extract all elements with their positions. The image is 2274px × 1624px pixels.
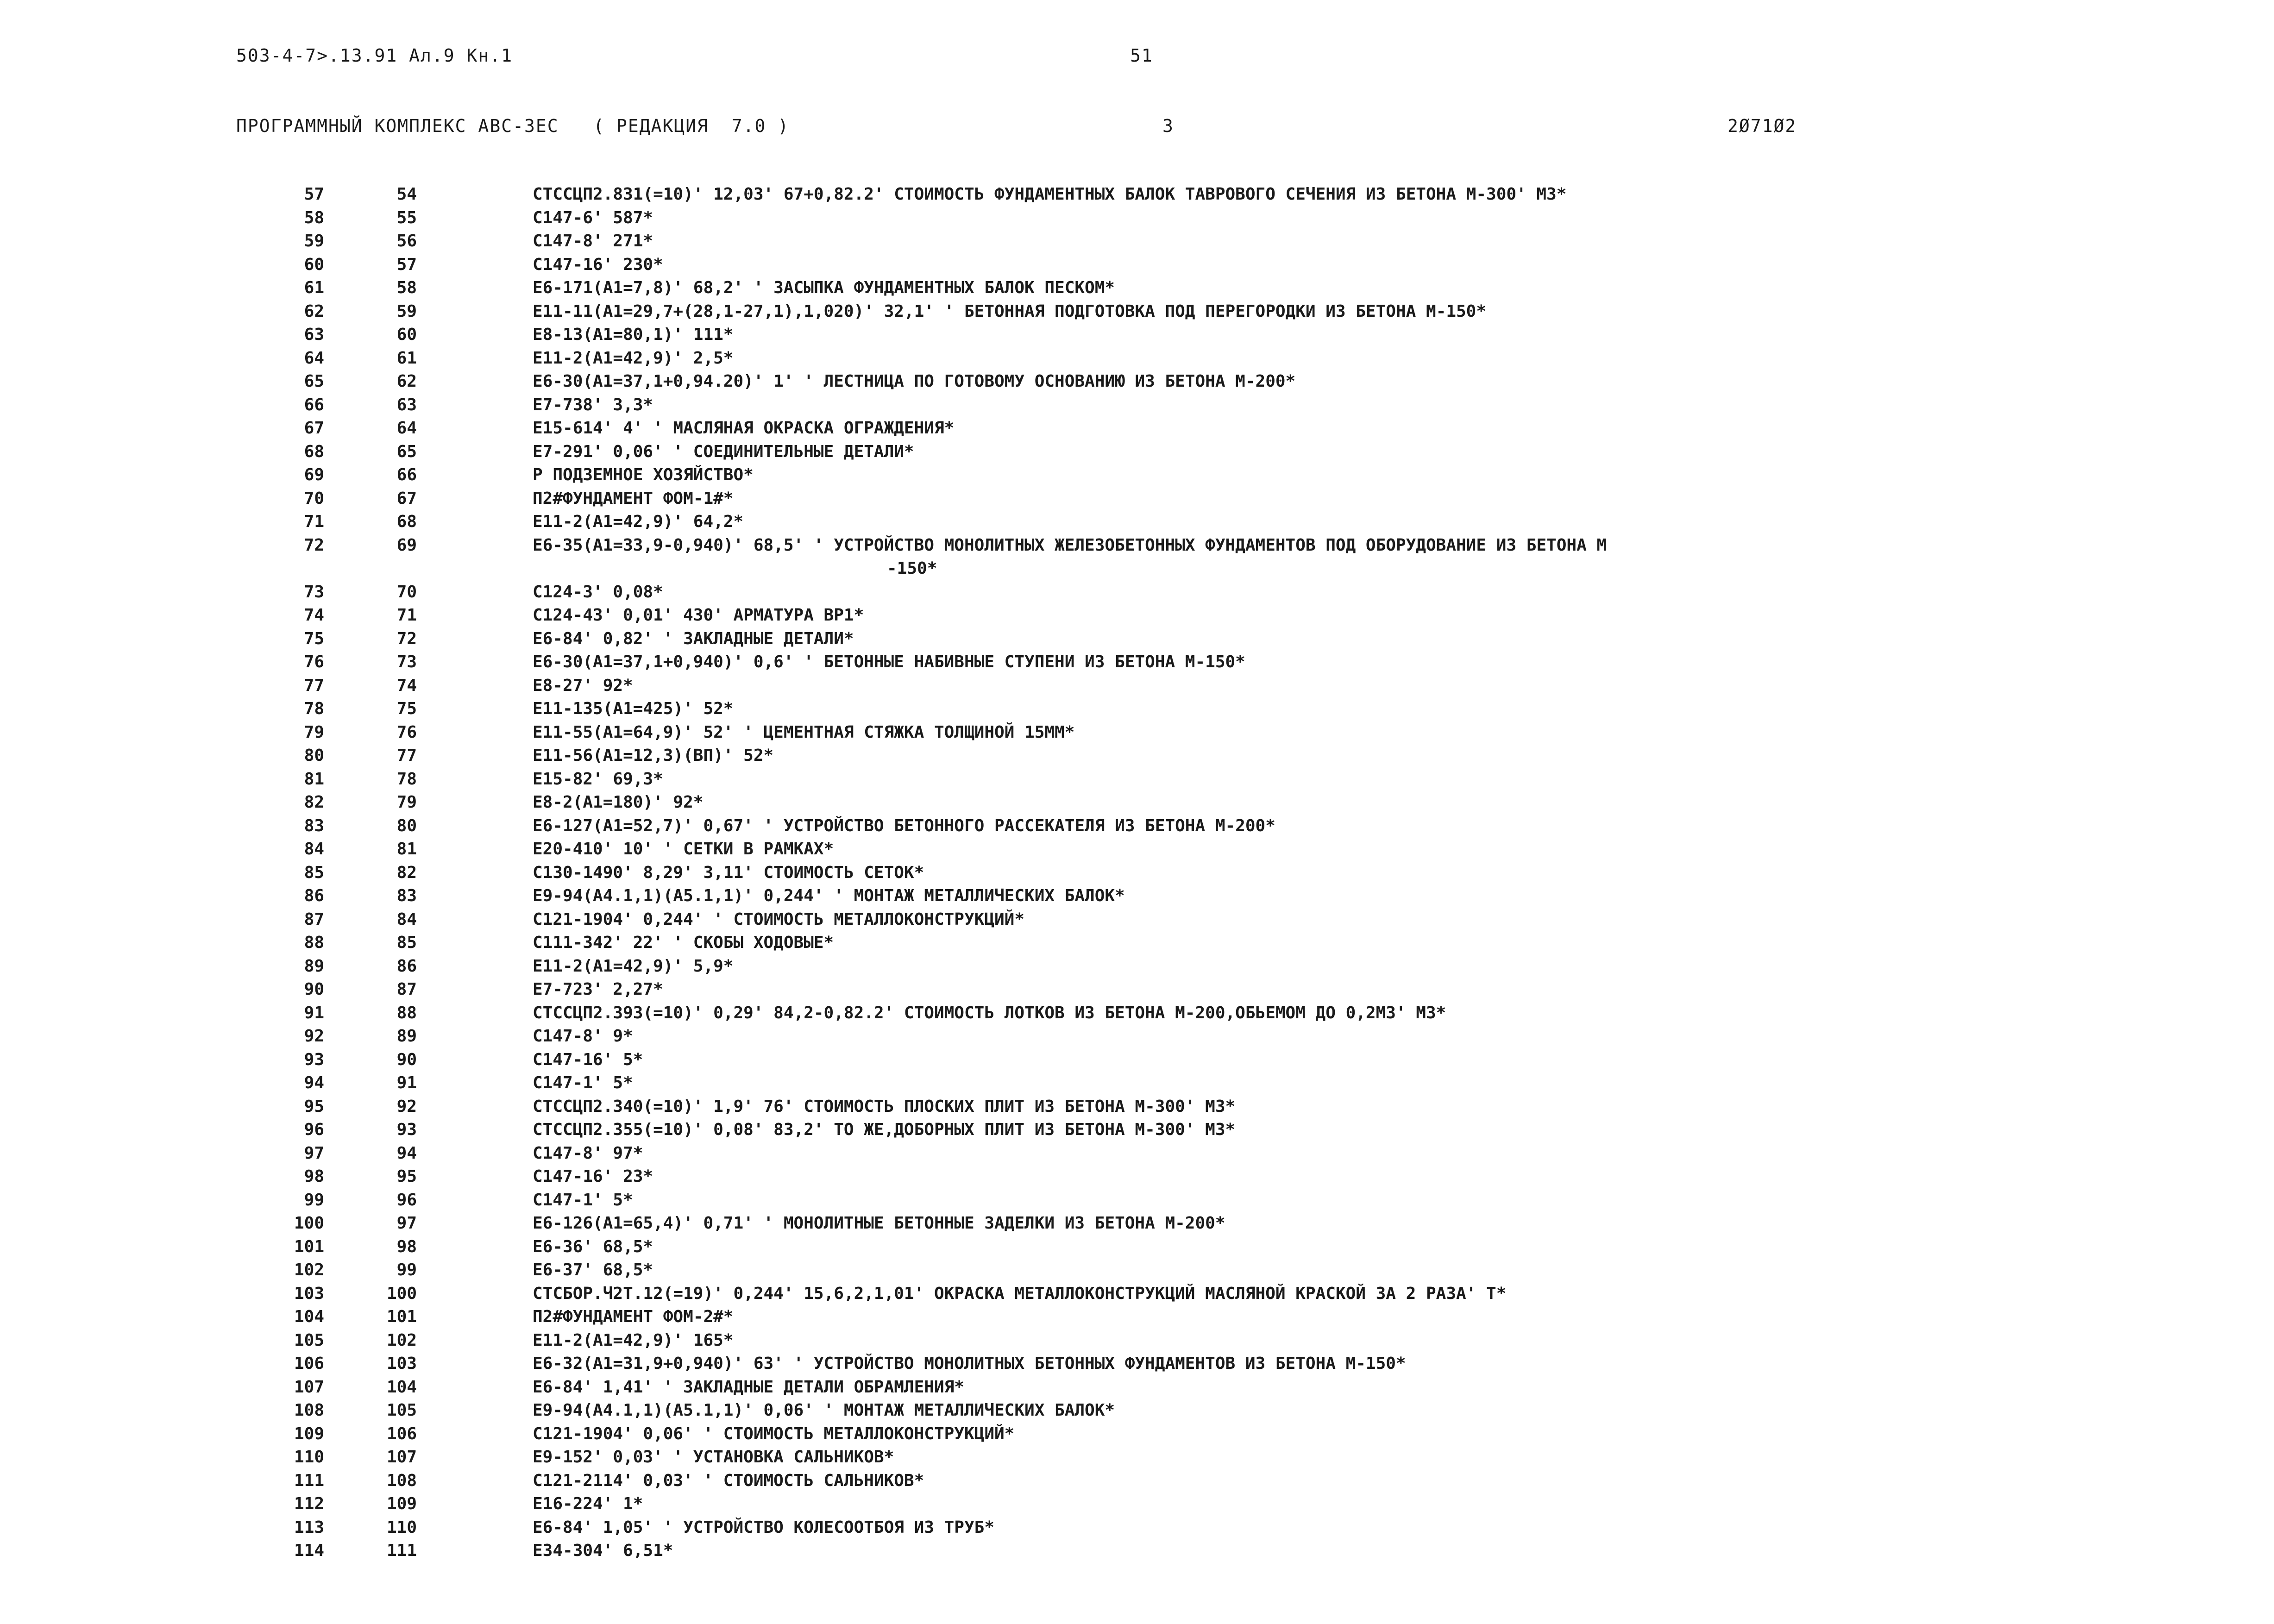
line-number: 91: [304, 1003, 324, 1022]
listing-row: [241, 323, 2186, 347]
listing-row-continuation: [241, 557, 2186, 581]
statement-text: Е15-82' 69,3*: [533, 769, 663, 789]
statement-number: 63: [396, 395, 417, 414]
line-number: 98: [304, 1167, 324, 1186]
statement-text: СТССЦП2.393(=10)' 0,29' 84,2-0,82.2' СТОИМОСТЬ ЛОТКОВ ИЗ БЕТОНА М-200,ОБЬЕМОМ ДО 0,2М3' М3*: [533, 1003, 1446, 1022]
listing-row: [241, 534, 2186, 558]
statement-number: 55: [396, 208, 417, 227]
listing-row: [241, 674, 2186, 698]
statement-text-continuation: -150*: [887, 559, 937, 578]
line-number: 66: [304, 395, 324, 414]
line-number: 99: [304, 1190, 324, 1210]
line-number: 87: [304, 909, 324, 929]
line-number: 95: [304, 1097, 324, 1116]
listing-row: [241, 1118, 2186, 1142]
statement-text: Е9-94(А4.1,1)(А5.1,1)' 0,06' ' МОНТАЖ МЕТАЛЛИЧЕСКИХ БАЛОК*: [533, 1401, 1115, 1420]
statement-number: 96: [396, 1190, 417, 1210]
listing-row: [241, 1352, 2186, 1376]
statement-text: Е6-84' 1,05' ' УСТРОЙСТВО КОЛЕСООТБОЯ ИЗ ТРУБ*: [533, 1517, 994, 1537]
statement-text: Е6-126(А1=65,4)' 0,71' ' МОНОЛИТНЫЕ БЕТОННЫЕ ЗАДЕЛКИ ИЗ БЕТОНА М-200*: [533, 1214, 1225, 1233]
sheet-number: 3: [1162, 116, 1174, 136]
statement-number: 90: [396, 1050, 417, 1069]
statement-number: 74: [396, 676, 417, 695]
statement-number: 67: [396, 489, 417, 508]
statement-text: Е11-2(А1=42,9)' 5,9*: [533, 956, 734, 976]
statement-text: С121-1904' 0,244' ' СТОИМОСТЬ МЕТАЛЛОКОНСТРУКЦИЙ*: [533, 909, 1025, 929]
statement-text: СТСБОР.Ч2Т.12(=19)' 0,244' 15,6,2,1,01' ОКРАСКА МЕТАЛЛОКОНСТРУКЦИЙ МАСЛЯНОЙ КРАСКОЙ ЗА 2 РАЗА' Т*: [533, 1284, 1507, 1303]
line-number: 102: [294, 1260, 324, 1279]
line-number: 108: [294, 1401, 324, 1420]
line-number: 114: [294, 1541, 324, 1560]
statement-text: Е6-84' 1,41' ' ЗАКЛАДНЫЕ ДЕТАЛИ ОБРАМЛЕНИЯ*: [533, 1377, 964, 1397]
statement-number: 70: [396, 582, 417, 602]
line-number: 78: [304, 699, 324, 718]
statement-number: 78: [396, 769, 417, 789]
statement-number: 75: [396, 699, 417, 718]
listing-row: [241, 1002, 2186, 1025]
statement-text: С121-2114' 0,03' ' СТОИМОСТЬ САЛЬНИКОВ*: [533, 1471, 924, 1490]
statement-text: С147-1' 5*: [533, 1190, 633, 1210]
listing-row: [241, 1516, 2186, 1540]
line-number: 61: [304, 278, 324, 297]
statement-listing: [241, 183, 2186, 1563]
statement-number: 95: [396, 1167, 417, 1186]
line-number: 72: [304, 535, 324, 555]
statement-text: С147-16' 5*: [533, 1050, 643, 1069]
document-id: 2Ø71Ø2: [1727, 116, 1797, 136]
program-title: ПРОГРАММНЫЙ КОМПЛЕКС АВС-3ЕС ( РЕДАКЦИЯ 7.0 ): [236, 116, 790, 136]
listing-row: [241, 1048, 2186, 1072]
statement-text: Е6-30(А1=37,1+0,940)' 0,6' ' БЕТОННЫЕ НАБИВНЫЕ СТУПЕНИ ИЗ БЕТОНА М-150*: [533, 652, 1245, 671]
statement-text: Е6-171(А1=7,8)' 68,2' ' ЗАСЫПКА ФУНДАМЕНТНЫХ БАЛОК ПЕСКОМ*: [533, 278, 1115, 297]
statement-number: 64: [396, 419, 417, 438]
line-number: 70: [304, 489, 324, 508]
statement-text: Е11-56(А1=12,3)(ВП)' 52*: [533, 746, 774, 765]
listing-row: [241, 815, 2186, 838]
statement-number: 89: [396, 1027, 417, 1046]
statement-text: Е7-723' 2,27*: [533, 980, 663, 999]
line-number: 75: [304, 629, 324, 648]
statement-text: Е11-2(А1=42,9)' 165*: [533, 1330, 734, 1350]
listing-row: [241, 884, 2186, 908]
line-number: 112: [294, 1494, 324, 1513]
line-number: 86: [304, 886, 324, 905]
statement-text: Е6-30(А1=37,1+0,94.20)' 1' ' ЛЕСТНИЦА ПО ГОТОВОМУ ОСНОВАНИЮ ИЗ БЕТОНА М-200*: [533, 372, 1296, 391]
statement-text: СТССЦП2.340(=10)' 1,9' 76' СТОИМОСТЬ ПЛОСКИХ ПЛИТ ИЗ БЕТОНА М-300' М3*: [533, 1097, 1236, 1116]
statement-text: Е9-94(А4.1,1)(А5.1,1)' 0,244' ' МОНТАЖ МЕТАЛЛИЧЕСКИХ БАЛОК*: [533, 886, 1125, 905]
line-number: 107: [294, 1377, 324, 1397]
listing-row: [241, 1376, 2186, 1399]
statement-text: Е7-291' 0,06' ' СОЕДИНИТЕЛЬНЫЕ ДЕТАЛИ*: [533, 442, 914, 461]
listing-row: [241, 394, 2186, 417]
listing-row: [241, 370, 2186, 394]
statement-text: СТССЦП2.355(=10)' 0,08' 83,2' ТО ЖЕ,ДОБОРНЫХ ПЛИТ ИЗ БЕТОНА М-300' М3*: [533, 1120, 1236, 1139]
line-number: 113: [294, 1517, 324, 1537]
line-number: 67: [304, 419, 324, 438]
statement-number: 103: [386, 1354, 417, 1373]
statement-text: Е34-304' 6,51*: [533, 1541, 673, 1560]
statement-number: 61: [396, 348, 417, 368]
listing-row: [241, 230, 2186, 253]
listing-row: [241, 276, 2186, 300]
statement-text: Р ПОДЗЕМНОЕ ХОЗЯЙСТВО*: [533, 465, 754, 484]
statement-number: 81: [396, 840, 417, 859]
statement-number: 66: [396, 465, 417, 484]
statement-number: 98: [396, 1237, 417, 1256]
statement-number: 72: [396, 629, 417, 648]
listing-row: [241, 1165, 2186, 1189]
statement-number: 77: [396, 746, 417, 765]
line-number: 83: [304, 816, 324, 835]
statement-number: 100: [386, 1284, 417, 1303]
line-number: 103: [294, 1284, 324, 1303]
statement-text: Е9-152' 0,03' ' УСТАНОВКА САЛЬНИКОВ*: [533, 1448, 894, 1467]
listing-row: [241, 1539, 2186, 1563]
line-number: 100: [294, 1214, 324, 1233]
statement-text: С147-1' 5*: [533, 1073, 633, 1092]
listing-row: [241, 1399, 2186, 1423]
listing-row: [241, 931, 2186, 955]
statement-number: 57: [396, 255, 417, 274]
line-number: 92: [304, 1027, 324, 1046]
listing-row: [241, 791, 2186, 815]
line-number: 94: [304, 1073, 324, 1092]
listing-row: [241, 1095, 2186, 1119]
listing-row: [241, 464, 2186, 487]
statement-text: С147-16' 23*: [533, 1167, 653, 1186]
statement-number: 60: [396, 325, 417, 344]
statement-number: 99: [396, 1260, 417, 1279]
listing-row: [241, 1423, 2186, 1446]
line-number: 64: [304, 348, 324, 368]
statement-number: 84: [396, 909, 417, 929]
statement-number: 73: [396, 652, 417, 671]
listing-row: [241, 1446, 2186, 1469]
statement-text: С147-8' 271*: [533, 232, 653, 251]
line-number: 63: [304, 325, 324, 344]
statement-text: Е16-224' 1*: [533, 1494, 643, 1513]
statement-number: 71: [396, 606, 417, 625]
statement-number: 79: [396, 793, 417, 812]
statement-text: Е6-35(А1=33,9-0,940)' 68,5' ' УСТРОЙСТВО МОНОЛИТНЫХ ЖЕЛЕЗОБЕТОННЫХ ФУНДАМЕНТОВ ПОД ОБОРУДОВАНИЕ ИЗ БЕТОНА М: [533, 535, 1607, 555]
listing-row: [241, 651, 2186, 674]
listing-row: [241, 347, 2186, 370]
doc-code: 503-4-7>.13.91 Ал.9 Кн.1: [236, 45, 513, 66]
statement-number: 111: [386, 1541, 417, 1560]
listing-row: [241, 721, 2186, 745]
listing-row: [241, 697, 2186, 721]
line-number: 69: [304, 465, 324, 484]
line-number: 110: [294, 1448, 324, 1467]
statement-text: Е6-37' 68,5*: [533, 1260, 653, 1279]
line-number: 76: [304, 652, 324, 671]
statement-text: Е6-127(А1=52,7)' 0,67' ' УСТРОЙСТВО БЕТОННОГО РАССЕКАТЕЛЯ ИЗ БЕТОНА М-200*: [533, 816, 1275, 835]
statement-number: 94: [396, 1143, 417, 1163]
line-number: 111: [294, 1471, 324, 1490]
statement-text: С147-8' 9*: [533, 1027, 633, 1046]
statement-text: Е6-36' 68,5*: [533, 1237, 653, 1256]
statement-text: Е11-11(А1=29,7+(28,1-27,1),1,020)' 32,1' ' БЕТОННАЯ ПОДГОТОВКА ПОД ПЕРЕГОРОДКИ ИЗ БЕТОНА М-150*: [533, 301, 1487, 321]
listing-row: [241, 440, 2186, 464]
listing-row: [241, 1235, 2186, 1259]
listing-row: [241, 1072, 2186, 1095]
line-number: 80: [304, 746, 324, 765]
statement-number: 97: [396, 1214, 417, 1233]
statement-number: 105: [386, 1401, 417, 1420]
listing-row: [241, 1025, 2186, 1048]
statement-text: С147-6' 587*: [533, 208, 653, 227]
statement-number: 54: [396, 185, 417, 204]
line-number: 90: [304, 980, 324, 999]
line-number: 85: [304, 863, 324, 882]
line-number: 57: [304, 185, 324, 204]
statement-text: С111-342' 22' ' СКОБЫ ХОДОВЫЕ*: [533, 933, 834, 952]
statement-text: С130-1490' 8,29' 3,11' СТОИМОСТЬ СЕТОК*: [533, 863, 924, 882]
listing-row: [241, 1189, 2186, 1212]
statement-number: 86: [396, 956, 417, 976]
line-number: 59: [304, 232, 324, 251]
statement-text: Е15-614' 4' ' МАСЛЯНАЯ ОКРАСКА ОГРАЖДЕНИЯ*: [533, 419, 955, 438]
statement-number: 59: [396, 301, 417, 321]
statement-number: 87: [396, 980, 417, 999]
listing-row: [241, 955, 2186, 978]
statement-number: 65: [396, 442, 417, 461]
statement-number: 88: [396, 1003, 417, 1022]
statement-number: 108: [386, 1471, 417, 1490]
statement-text: Е7-738' 3,3*: [533, 395, 653, 414]
line-number: 74: [304, 606, 324, 625]
statement-text: С124-43' 0,01' 430' АРМАТУРА ВР1*: [533, 606, 864, 625]
statement-number: 83: [396, 886, 417, 905]
statement-number: 109: [386, 1494, 417, 1513]
listing-row: [241, 487, 2186, 511]
statement-number: 82: [396, 863, 417, 882]
listing-row: [241, 1492, 2186, 1516]
line-number: 68: [304, 442, 324, 461]
statement-number: 102: [386, 1330, 417, 1350]
statement-number: 106: [386, 1424, 417, 1443]
listing-row: [241, 768, 2186, 791]
statement-text: П2#ФУНДАМЕНТ ФОМ-1#*: [533, 489, 734, 508]
statement-text: СТССЦП2.831(=10)' 12,03' 67+0,82.2' СТОИМОСТЬ ФУНДАМЕНТНЫХ БАЛОК ТАВРОВОГО СЕЧЕНИЯ ИЗ БЕТОНА М-300' М3*: [533, 185, 1567, 204]
line-number: 71: [304, 512, 324, 531]
line-number: 77: [304, 676, 324, 695]
listing-row: [241, 838, 2186, 861]
page-number: 51: [1130, 45, 1153, 66]
listing-row: [241, 510, 2186, 534]
listing-row: [241, 1259, 2186, 1282]
listing-row: [241, 1142, 2186, 1166]
line-number: 58: [304, 208, 324, 227]
statement-text: Е11-2(А1=42,9)' 64,2*: [533, 512, 744, 531]
statement-number: 68: [396, 512, 417, 531]
line-number: 93: [304, 1050, 324, 1069]
statement-text: Е11-135(А1=425)' 52*: [533, 699, 734, 718]
line-number: 88: [304, 933, 324, 952]
statement-text: С124-3' 0,08*: [533, 582, 663, 602]
statement-text: Е6-84' 0,82' ' ЗАКЛАДНЫЕ ДЕТАЛИ*: [533, 629, 854, 648]
statement-number: 101: [386, 1307, 417, 1326]
line-number: 82: [304, 793, 324, 812]
line-number: 89: [304, 956, 324, 976]
statement-number: 85: [396, 933, 417, 952]
listing-row: [241, 978, 2186, 1002]
line-number: 106: [294, 1354, 324, 1373]
statement-number: 107: [386, 1448, 417, 1467]
listing-row: [241, 1212, 2186, 1235]
statement-text: Е8-27' 92*: [533, 676, 633, 695]
listing-row: [241, 300, 2186, 324]
statement-text: С121-1904' 0,06' ' СТОИМОСТЬ МЕТАЛЛОКОНСТРУКЦИЙ*: [533, 1424, 1015, 1443]
statement-text: Е6-32(А1=31,9+0,940)' 63' ' УСТРОЙСТВО МОНОЛИТНЫХ БЕТОННЫХ ФУНДАМЕНТОВ ИЗ БЕТОНА М-150*: [533, 1354, 1406, 1373]
line-number: 79: [304, 722, 324, 742]
statement-number: 58: [396, 278, 417, 297]
listing-row: [241, 183, 2186, 207]
statement-number: 92: [396, 1097, 417, 1116]
line-number: 73: [304, 582, 324, 602]
line-number: 97: [304, 1143, 324, 1163]
line-number: 65: [304, 372, 324, 391]
line-number: 81: [304, 769, 324, 789]
statement-text: С147-16' 230*: [533, 255, 663, 274]
statement-number: 56: [396, 232, 417, 251]
line-number: 60: [304, 255, 324, 274]
line-number: 84: [304, 840, 324, 859]
statement-text: Е8-2(А1=180)' 92*: [533, 793, 704, 812]
statement-number: 62: [396, 372, 417, 391]
statement-number: 69: [396, 535, 417, 555]
statement-text: Е8-13(А1=80,1)' 111*: [533, 325, 734, 344]
statement-number: 76: [396, 722, 417, 742]
statement-text: С147-8' 97*: [533, 1143, 643, 1163]
listing-row: [241, 581, 2186, 604]
statement-number: 104: [386, 1377, 417, 1397]
listing-row: [241, 744, 2186, 768]
line-number: 101: [294, 1237, 324, 1256]
statement-text: Е11-55(А1=64,9)' 52' ' ЦЕМЕНТНАЯ СТЯЖКА ТОЛЩИНОЙ 15ММ*: [533, 722, 1075, 742]
statement-number: 80: [396, 816, 417, 835]
line-number: 96: [304, 1120, 324, 1139]
listing-row: [241, 253, 2186, 277]
listing-row: [241, 861, 2186, 885]
listing-row: [241, 1282, 2186, 1306]
listing-row: [241, 1469, 2186, 1493]
statement-text: П2#ФУНДАМЕНТ ФОМ-2#*: [533, 1307, 734, 1326]
line-number: 104: [294, 1307, 324, 1326]
statement-number: 110: [386, 1517, 417, 1537]
listing-row: [241, 908, 2186, 932]
statement-number: 91: [396, 1073, 417, 1092]
listing-row: [241, 417, 2186, 440]
statement-text: Е11-2(А1=42,9)' 2,5*: [533, 348, 734, 368]
statement-number: 93: [396, 1120, 417, 1139]
line-number: 62: [304, 301, 324, 321]
listing-row: [241, 207, 2186, 230]
listing-row: [241, 627, 2186, 651]
listing-row: [241, 604, 2186, 627]
line-number: 105: [294, 1330, 324, 1350]
listing-row: [241, 1329, 2186, 1353]
listing-row: [241, 1305, 2186, 1329]
statement-text: Е20-410' 10' ' СЕТКИ В РАМКАХ*: [533, 840, 834, 859]
line-number: 109: [294, 1424, 324, 1443]
